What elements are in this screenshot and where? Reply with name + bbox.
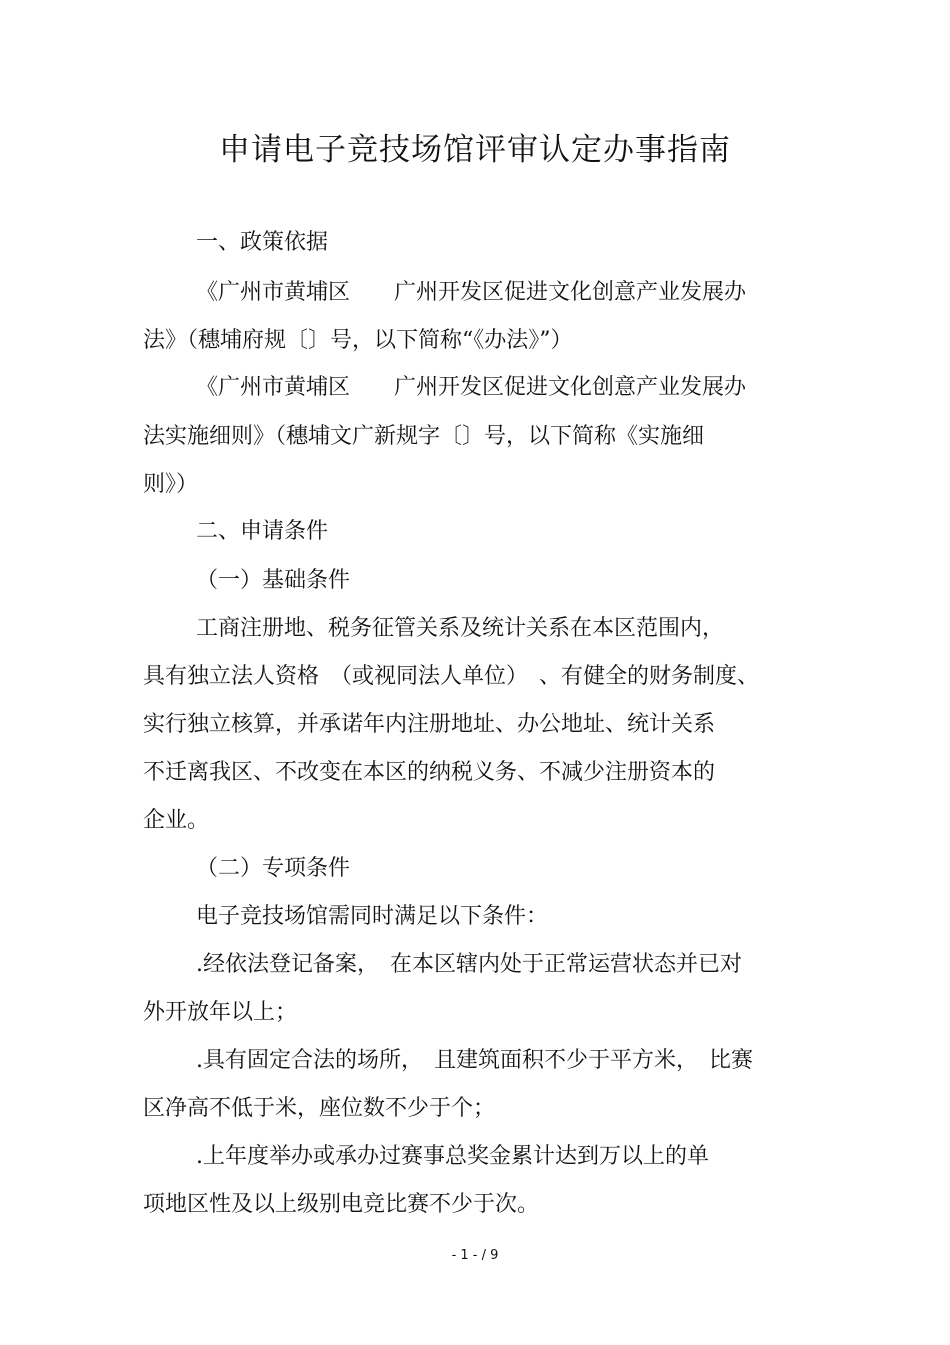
subsection-heading-special-conditions: （二）专项条件 xyxy=(196,856,351,881)
section-heading-policy-basis: 一、政策依据 xyxy=(196,230,329,255)
paragraph-line: 《广州市黄埔区 广州开发区促进文化创意产业发展办 xyxy=(196,375,747,400)
section-heading-application-conditions: 二、申请条件 xyxy=(196,519,329,544)
paragraph-line: 企业。 xyxy=(143,808,210,833)
paragraph-line: 工商注册地、税务征管关系及统计关系在本区范围内， xyxy=(196,616,725,641)
list-item-line: 项地区性及以上级别电竞比赛不少于次。 xyxy=(143,1192,540,1217)
paragraph-line: 不迁离我区、不改变在本区的纳税义务、不减少注册资本的 xyxy=(143,760,716,785)
list-item-line: .上年度举办或承办过赛事总奖金累计达到万以上的单 xyxy=(196,1144,709,1169)
paragraph-line: 实行独立核算，并承诺年内注册地址、办公地址、统计关系 xyxy=(143,712,716,737)
list-item-line: 区净高不低于米，座位数不少于个； xyxy=(143,1096,496,1121)
subsection-heading-basic-conditions: （一）基础条件 xyxy=(196,568,351,593)
paragraph-line: 电子竞技场馆需同时满足以下条件： xyxy=(196,904,549,929)
paragraph-line: 具有独立法人资格 （或视同法人单位） 、有健全的财务制度、 xyxy=(143,664,760,689)
paragraph-line: 《广州市黄埔区 广州开发区促进文化创意产业发展办 xyxy=(196,280,747,305)
document-title: 申请电子竞技场馆评审认定办事指南 xyxy=(219,132,731,168)
list-item-line: .具有固定合法的场所， 且建筑面积不少于平方米， 比赛 xyxy=(196,1048,753,1073)
list-item-line: 外开放年以上； xyxy=(143,1000,298,1025)
paragraph-line: 法》（穗埔府规〔〕号，以下简称“《办法》”） xyxy=(143,328,573,353)
paragraph-line: 法实施细则》（穗埔文广新规字〔〕号，以下简称《实施细 xyxy=(143,424,705,449)
list-item-line: .经依法登记备案， 在本区辖内处于正常运营状态并已对 xyxy=(196,952,742,977)
page-number: - 1 - / 9 xyxy=(451,1248,499,1263)
paragraph-line: 则》） xyxy=(143,472,199,497)
